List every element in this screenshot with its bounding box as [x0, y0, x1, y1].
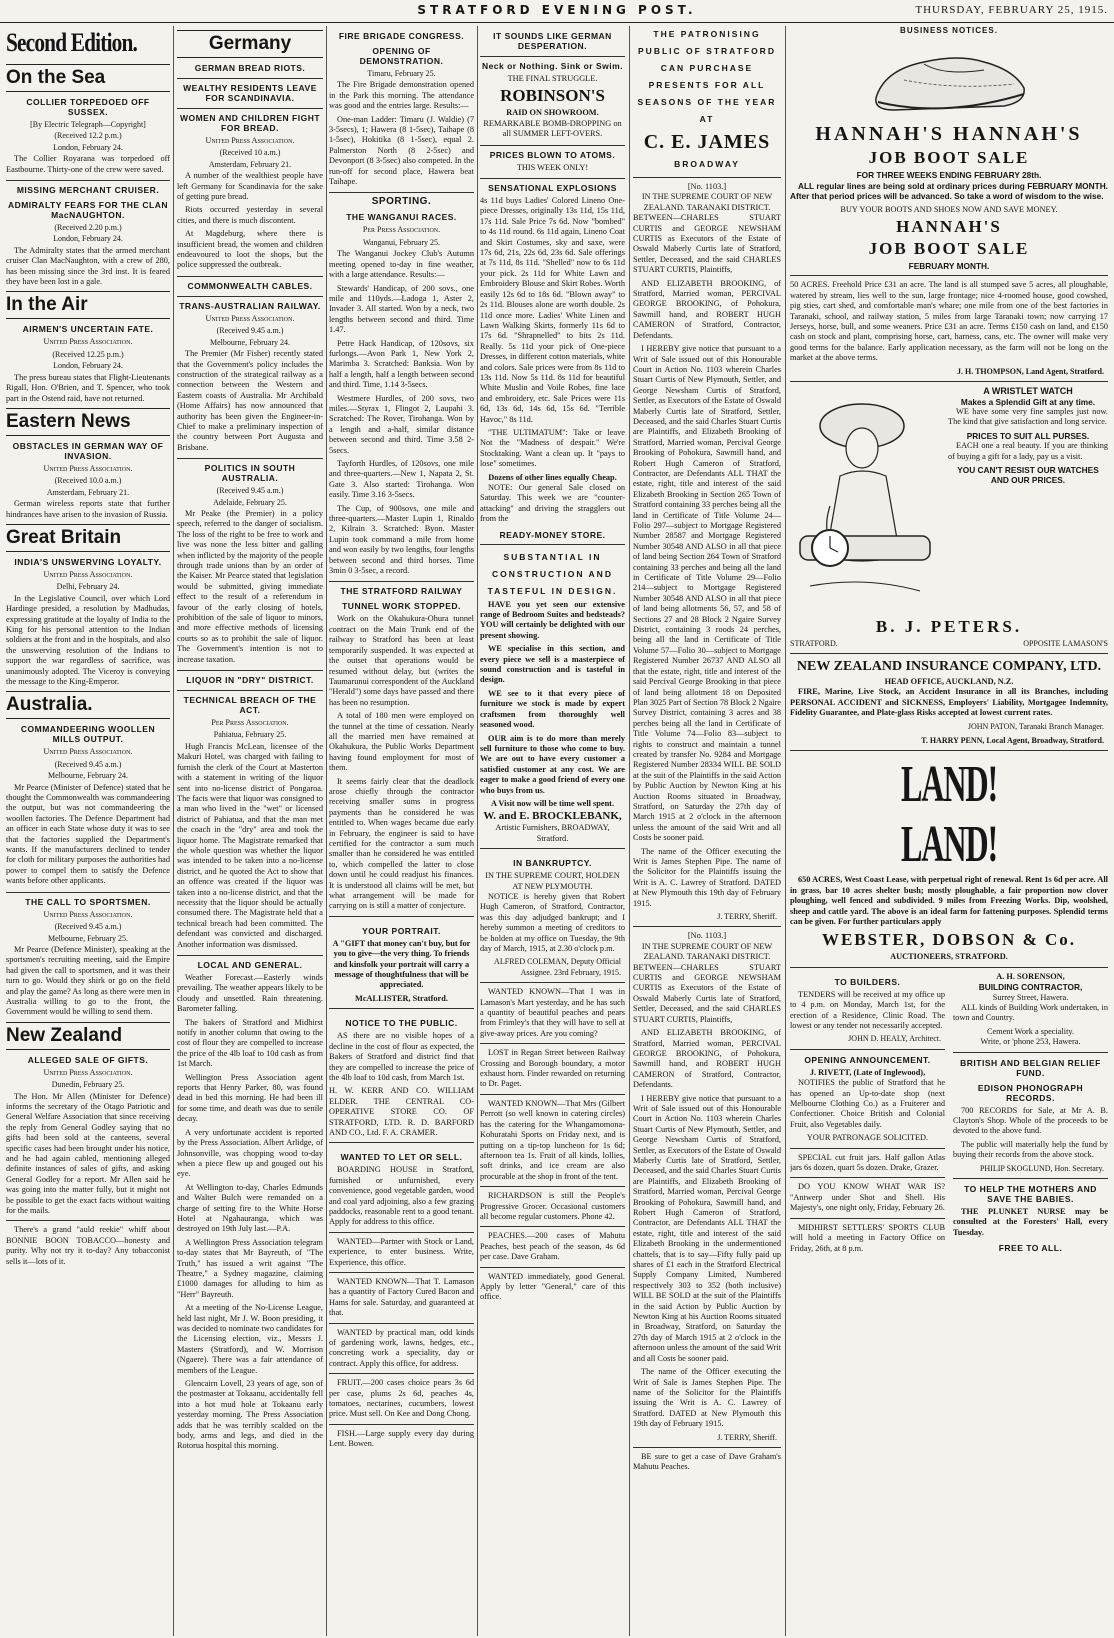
article-text: Work on the Okahukura-Ohura tunnel contract on the Main Trunk end of the railway to Stratford has been at least temporarily suspended. It was expected at the outset that operations would be resumed without delay, but (writes the Taumarunui correspondent of the Auckland "Herald") some days have passed and there has been no resumption. [329, 614, 474, 707]
received-line: (Received 2.20 p.m.) [54, 223, 122, 233]
article-text: One-man Ladder: Timaru (J. Waldie) (7 3-5secs), 1; Hawera (8 1-5sec), Taihape (8 1-5sec), Hokitika (8 1-5sec), equal 2. Palmerston North (8 2-5sec) and Devonport (8 3-5sec) also competed. In the run-off for second place, Hawera beat Taihape. [329, 114, 474, 187]
ad-line: Write, or 'phone 253, Hawera. [980, 1037, 1081, 1047]
ad-line: REMARKABLE BOMB-DROPPING on all SUMMER LEFT-OVERS. [483, 118, 622, 139]
column-6 [790, 26, 1108, 1636]
received-line: (Received 12.25 p.m.) [52, 349, 124, 359]
ad-text: WE specialise in this section, and every piece we sell is a masterpiece of sound construction and is tasteful in design. [480, 644, 625, 685]
dateline: Pahiatua, February 25. [213, 730, 287, 740]
headline: THE STRATFORD RAILWAY [329, 581, 474, 596]
ad-line: AUCTIONEERS, STRATFORD. [890, 952, 1008, 962]
source-line: United Press Association. [43, 747, 133, 757]
firm-address: Artistic Furnishers, BROADWAY, Stratford. [495, 823, 610, 843]
source-line: United Press Association. [43, 1067, 133, 1077]
article-text: At Magdeburg, where there is insufficient bread, the women and children endeavoured to loot the shops, but the police suppressed the outbreak. [177, 229, 323, 270]
article-text: Mr Pearce (Minister of Defence) stated that he thought the Commonwealth was commandeering the output, but was not commandeering the woollen factories. The Defence Department had an officer in each State whose duty it was to see that the factories supplied the Department's wants. If the manufacturers declined to tender for cloth for military purposes the authorities had power to compel them to satisfy the Defence wants before other applicants. [6, 782, 170, 886]
headline: ALLEGED SALE OF GIFTS. [27, 1054, 149, 1065]
column-4 [480, 26, 625, 1636]
ad-text: WE have some very fine samples just now. The kind that give satisfaction and long service. [948, 406, 1108, 427]
source-line: United Press Association. [43, 463, 133, 473]
article-text: The bakers of Stratford and Midhirst notify in another column that owing to the cost of flour they are compelled to increase the price of the 4lb loaf to 10d cash as from 1st March. [177, 1017, 323, 1069]
article-text: The Admiralty states that the armed merchant cruiser Clan MacNaughton, with a crew of 280, has been missing since the 3rd inst. It is feared they have been lost in a gale. [6, 245, 170, 287]
article-text: The Collier Royarana was torpedoed off Eastbourne. Thirty-one of the crew were saved. [6, 154, 170, 174]
ad-list: 4s 11d buys Ladies' Colored Lineno One-piece Dresses, originally 13s 11d, 15s 11d, 17s 11d. Sale Price 7s 6d. Now "bombed" to 4s 11d round. 6s 11d again, Lineno Coat and Skirt Costumes, sky and saxe, were 17s 6d, 21s, 22s 6d, 23s 6d. Sale offerings at 7s 11d, 8s 11d. "Shelled" now to 6s 11d your pick. 2s 11d for White Lawn and Embroidery Blouse and Skirt Robes. Worth easily 12s 6d to 18s 6d. "Blown away" to 2s 11d. Blouses alone are worth double. 2s 11d once more. Ladies' White Linen and Lawn Walking Skirts, formerly 11s 6d to 17s 6d. "Shrapnelled" to bits 2s 11d. Really. 5s 11d your pick of One-piece Dresses, in different cotton materials, white and colors. Sale prices were from 8s 11d to 13s 11d. Now 5s 11d. 8s 11d for beautiful White Muslin and Voile Robes, fine lace and embroidery, etc. Sale Prices were 11s 6d, 13s 6d, 14s 6d, 15s 6d. "Terrible Havoc," 8s 11d. [480, 196, 625, 424]
received-line: (Received 10 a.m.) [219, 148, 281, 158]
dateline: Adelaide, February 25. [213, 497, 287, 507]
dateline: London, February 24. [53, 234, 123, 244]
headline: INDIA'S UNSWERVING LOYALTY. [14, 556, 162, 567]
ad-line: Surrey Street, Hawera. [992, 992, 1069, 1002]
land-ad: 50 ACRES. Freehold Price £31 an acre. The land is all stumped save 5 acres, all ploughable, watered by stream, lies well to the sun, large frontage; nice 4-roomed house, good cowshed, pig sties, cart shed, and comfortable man's whare; one mile from one of the best factories in Taranaki, school, and railway station, 5 miles from large Taranaki town; now carrying 17 Jerseys, horse, bull, and some weaners. Price £31 an acre. Terms £150 cash on land, and £150 cash on stock and plant, comprising horse, cart, harness, cans, etc. The owner will make very good terms for the balance. Early application necessary, as the farm will not be long on the market at the above terms. [790, 280, 1108, 363]
ad-text: EACH one a real beauty. If you are thinking of buying a gift for a lady, pay us a visit. [948, 441, 1108, 461]
ad-line: YOUR PATRONAGE SOLICITED. [806, 1133, 929, 1143]
peters-ad [790, 386, 1108, 614]
column-1 [6, 26, 170, 1636]
column-2 [177, 26, 323, 1636]
headline: AIRMEN'S UNCERTAIN FATE. [22, 324, 154, 335]
court-line: IN THE SUPREME COURT OF NEW ZEALAND. TARANAKI DISTRICT. [641, 192, 773, 212]
ad-text: NOTIFIES the public of Stratford that he has opened an Up-to-date shop (next Melbourne Clothing Co.) as a Fruiterer and Confectioner. Choice British and Colonial Fruit, also Vegetables daily. [790, 1078, 945, 1129]
headline: FIRE BRIGADE CONGRESS. [338, 31, 465, 41]
slipper-icon [864, 40, 1034, 118]
classified: WANTED by practical man, odd kinds of gardening work, lawns, hedges, etc., concreting work a speciality, day or contract. Apply this office, for address. [329, 1327, 474, 1368]
agent-signature: JOHN PATON, Taranaki Branch Manager. [967, 721, 1104, 731]
article-text: In the Legislative Council, over which Lord Hardinge presided, a resolution by Madhudas, expressing gratitude at the loyalty of India to the King for his personal attention to the Indian soldiers at the front and in the hospitals, and also the unswerving resolution of the Indians to support the war regardless of sacrifice, was unanimously adopted. The Viceroy is conveying the message to the King-Emperor. [6, 593, 170, 686]
james-ad-text: THE PATRONISING PUBLIC OF STRATFORD CAN PURCHASE [638, 29, 776, 73]
classified: FISH.—Large supply every day during Lent. Bowen. [329, 1428, 474, 1449]
notice-text: I HEREBY give notice that pursuant to a Writ of Sale issued out of this Honourable Court in Action No. 1103 wherein Charles Stuart Curtis of New Plymouth, Settler, and George Newsham Curtis of Stratford, Settler, as Executors of the Estate of Oswald Maberly Curtis late of Stratford, Settler, Deceased, and the said Charles Stuart Curtis are Plaintiffs, and Elizabeth Brooking of Stratford, Married woman, Percival George Brooking of Pohokura, Sawmill hand, and Robert Hugh Cameron of Stratford, Contractor, are Defendants ALL THAT the estate, right, title and interest of the said Elizabeth Brooking in Section 265 Town of Stratford containing 33 perches being all the land in Certificate of Title Volume 24—Folio 297—subject to Mortgage Registered Number 28587 and Mortgage Registered Number 30548 AND ALSO in all that piece of land being Section 264 Town of Stratford containing 33 perches and being all the land in Certificate of Title Volume 29—Folio 214—subject to Mortgage Registered Number 30548 AND ALSO in all that piece of land being allotments 56, 57, and 58 of Sections 27 and 28 Block 2 Ngaire Survey District, containing 3 roods 24 perches, being all the land in Certificate of Title Volume 57—Folio 30—subject to Mortgage Registered Number 26737 AND ALSO all that the estate, right, title and interest of the said Percival George Brooking in that piece of land being allotment 18 on Deposited Plan 3025 Part of Section 78 Block 2 Ngaire Survey District, containing 3 acres and 38 perches being all the land in Certificate of Title Volume 74—Folio 83—subject to rights to construct and maintain a tunnel created by transfer No. 9284 and Mortgage Registered Number 28334 WILL BE SOLD at the suit of the Plaintiffs in the said Action by Public Auction by Newton King at his Auction Rooms situated in Broadway, Stratford, on Saturday the 27th day of March 1915 at 2 o'clock in the afternoon unless the amount of the said Writ and all Costs be sooner paid. [633, 344, 781, 843]
article-text: Glencairn Lovell, 23 years of age, son of the postmaster at Tokaanu, accidentally fell into a hot mud hole at Tokaanu early yesterday morning. The Press Association adds that he was terribly scalded on the body, arms and legs, and died in the Rotorua hospital this morning. [177, 1379, 323, 1451]
ad-line: A. H. SORENSON, [996, 971, 1065, 981]
ad-line: Cement Work a speciality. [986, 1026, 1075, 1036]
received-line: (Received 9.45 a.m.) [54, 922, 122, 932]
issue-date: THURSDAY, FEBRUARY 25, 1915. [915, 4, 1108, 16]
notice-text: The name of the Officer executing the Writ of Sale is James Stephen Pipe. The name of the Solicitor for the Plaintiffs issuing the Writ is A. C. Lawrey of Stratford. DATED at New Plymouth this 19th day of February 1915. [633, 1367, 781, 1429]
headline: OPENING OF DEMONSTRATION. [359, 46, 444, 66]
ad-heading: IT SOUNDS LIKE GERMAN DESPERATION. [493, 31, 612, 51]
ad-banner: SUBSTANTIAL IN CONSTRUCTION AND TASTEFUL IN DESIGN. [487, 551, 618, 596]
ad-signature: McALLISTER, Stratford. [355, 993, 448, 1003]
ad-heading: WANTED TO LET OR SELL. [340, 1152, 463, 1163]
classified: WANTED—Partner with Stock or Land, experience, to enter business. Write, Experience, this office. [329, 1236, 474, 1267]
hannah-title: HANNAH'S HANNAH'S [815, 123, 1083, 146]
ad-line: THIS WEEK ONLY! [516, 162, 589, 172]
section-sporting: SPORTING. [329, 192, 474, 207]
notice-signature: J. TERRY, Sheriff. [717, 1432, 777, 1442]
headline: LOCAL AND GENERAL. [177, 955, 323, 970]
headline: THE CALL TO SPORTSMEN. [6, 892, 170, 907]
ad-heading: EDISON PHONOGRAPH RECORDS. [977, 1082, 1084, 1103]
source-line: United Press Association. [205, 313, 295, 323]
ad-heading: TO HELP THE MOTHERS AND SAVE THE BABIES. [964, 1184, 1097, 1205]
article-text: Mr Pearce (Defence Minister), speaking at the sportsmen's recruiting meeting, said the Empire had given the call to sportsmen, and it was their turn to go. Would they shirk or go on the field and play the game? As long as there were men in Australia willing to go to the front, the Government would be willing to send them. [6, 944, 170, 1017]
james-name: C. E. JAMES [643, 131, 771, 153]
paper-title: STRATFORD EVENING POST. [417, 3, 697, 17]
dateline: Melbourne, February 24. [48, 771, 128, 781]
article-text: A number of the wealthiest people have left Germany for Scandinavia for the sake of getting pure bread. [177, 171, 323, 202]
ad-text: FIRE, Marine, Live Stock, an Accident Insurance in all its Branches, including PERSONAL ACCIDENT and SICKNESS, Employers' Liability, Mortgagee Indemnity, Fidelity Guarantee, and Plate-glass Risks accepted at lowest current rates. [790, 687, 1108, 718]
ad-line: Makes a Splendid Gift at any time. [960, 396, 1096, 407]
tobacco-ad: There's a grand "auld reekie" whiff about BONNIE BOON TOBACCO—honesty and purity. Why not try it to-day? Any tobacconist sells it—lots of it. [6, 1225, 170, 1266]
headline: ADMIRALTY FEARS FOR THE CLAN MacNAUGHTON. [7, 200, 169, 221]
dateline: London, February 24. [53, 142, 123, 152]
parties: AND ELIZABETH BROOKING, of Stratford, Married woman, PERCIVAL GEORGE BROOKING, of Pohokura, Sawmill hand, and ROBERT HUGH CAMERON of Stratford, Contractor, Defendants. [633, 278, 781, 340]
ad-heading: OPENING ANNOUNCEMENT. [804, 1054, 931, 1065]
ad-text: 650 ACRES, West Coast Lease, with perpetual right of renewal. Rent 1s 6d per acre. All in grass, bar 10 acres shelter bush; mostly ploughable, a fair proportion now clover ploughing, well fenced and subdivided. 9 miles from Freezing Works. Dip, woolshed, sheep and cattle yard. The above is an ideal farm for fattening purposes. Splendid terms can be given. For further particulars apply [790, 875, 1108, 926]
headline: COMMANDEERING WOOLLEN MILLS OUTPUT. [20, 724, 156, 745]
classified: WANTED KNOWN—That T. Lamason has a quantity of Factory Cured Bacon and Hams for sale. Saturday, and guaranteed at that. [329, 1277, 474, 1318]
ad-line: HEAD OFFICE, AUCKLAND, N.Z. [884, 676, 1014, 686]
ad-text: TENDERS will be received at my office up to 4 p.m. on Monday, March 1st, for the erection of a Residence, Clinic Road. The lowest or any tender not necessarily accepted. [790, 989, 945, 1030]
headline: TRANS-AUSTRALIAN RAILWAY. [177, 296, 323, 311]
article-text: The press bureau states that Flight-Lieutenants Rigall, Hon. O'Brien, and T. Spencer, who took part in the Ostend raid, have not returned. [6, 372, 170, 403]
ad-heading: TO BUILDERS. [834, 976, 901, 987]
classified: SPECIAL cut fruit jars. Half gallon Atlas jars 6s dozen, quart 5s dozen. Drake, Grazer. [790, 1152, 945, 1173]
edition-title: Second Edition. [6, 28, 138, 57]
notice-text: The name of the Officer executing the Writ is James Stephen Pipe. The name of the Solicitor for the Plaintiffs issuing the Writ is A. C. Lawrey of Stratford. DATED at New Plymouth this 19th day of February 1915. [633, 846, 781, 908]
classified: BOARDING HOUSE in Stratford, furnished or unfurnished, every convenience, good vegetable garden, wood and coal yard adjoining, also a few grazing paddocks, reasonable rent to a good tenant. Apply for address to this office. [329, 1165, 474, 1227]
section-australia: Australia. [6, 691, 170, 719]
article-text: German wireless reports state that further hindrances have arisen to the invasion of Russia. [6, 499, 170, 519]
headline: LIQUOR IN "DRY" DISTRICT. [177, 670, 323, 685]
article-text: Tayforth Hurdles, of 120sovs, one mile and three-quarters.—New 1, Napata 2, St. Gate 3. Also started: Tirohanga. Won easily. Time 3.16 3-5secs. [329, 459, 474, 500]
received-line: (Received 12.2 p.m.) [54, 131, 122, 141]
headline: GERMAN BREAD RIOTS. [194, 63, 306, 73]
ad-text: NOTE: Our general Sale closed on Saturday. This week we are "counter-attacking" and driving the stragglers out from the [480, 483, 625, 524]
dateline: Amsterdam, February 21. [208, 159, 292, 169]
classified: FRUIT.—200 cases choice pears 3s 6d per case, plums 2s 6d, peaches 4s, tomatoes, nectarines, cucumbers, lowest price. Must sell. On Kee and Dong Chong. [329, 1378, 474, 1419]
classified: WANTED immediately, good General. Apply by letter "General," care of this office. [480, 1271, 625, 1302]
classified: DO YOU KNOW WHAT WAR IS? "Antwerp under Shot and Shell. His Majesty's, one night only, Friday, February 26. [790, 1182, 945, 1213]
ad-text: WE see to it that every piece of furniture we stock is made by expert craftsmen from thoroughly well seasoned wood. [480, 688, 625, 730]
parties: BETWEEN—CHARLES STUART CURTIS and GEORGE NEWSHAM CURTIS as Executors of the Estate of Oswald Maberly Curtis late of Stratford, Settler, Deceased, and the said CHARLES STUART CURTIS, Plaintiffs, [633, 213, 781, 275]
article-text: Wellington Press Association agent reports that Henry Parker, 80, was found dead in bed this morning. He had been ill for some time, and death was due to senile decay. [177, 1072, 323, 1124]
received-line: (Received 9.45 a.m.) [216, 326, 284, 336]
job-boot-sale: JOB BOOT SALE [868, 148, 1030, 168]
ad-text: ALL regular lines are being sold at ordinary prices during FEBRUARY MONTH. After that period prices will be advanced. So take a word of wisdom to the wise. [790, 180, 1108, 202]
headline: WOMEN AND CHILDREN FIGHT FOR BREAD. [177, 108, 323, 133]
brocklebank-ad [480, 544, 625, 845]
lady-with-watch-icon [790, 386, 940, 611]
land-banner: LAND! LAND! [901, 756, 997, 874]
case-number: [No. 1103.] [687, 931, 727, 941]
headline: THE WANGANUI RACES. [346, 212, 457, 223]
dateline: Dunedin, February 25. [51, 1080, 125, 1090]
case-number: [No. 1103.] [687, 182, 727, 191]
job-boot-sale: JOB BOOT SALE [868, 239, 1030, 259]
article-text: Riots occurred yesterday in several cities, and there is much discontent. [177, 205, 323, 225]
received-line: (Received 9.45 a.m.) [216, 486, 284, 496]
ad-heading: FREE TO ALL. [998, 1243, 1063, 1254]
ad-heading: BRITISH AND BELGIAN RELIEF FUND. [960, 1057, 1101, 1078]
article-text: It seems fairly clear that the deadlock arose chiefly through the contractor receiving smaller sums in progress payments than he considered he was entitled to. When wages became due early in February, the engineer is said to have certified for the contractor a sum much smaller than he considered he was entitled to, which compelled the latter to close down until he could readjust his finances. It is understood all claims will be met, but what arrangement will be made for carrying on is still a matter of conjecture. [329, 776, 474, 911]
column-5 [633, 26, 781, 1636]
ad-text: The public will materially help the fund by buying their records from the above stock. [953, 1139, 1108, 1160]
headline: OBSTACLES IN GERMAN WAY OF INVASION. [12, 440, 164, 461]
parties: BETWEEN—CHARLES STUART CURTIS and GEORGE NEWSHAM CURTIS as Executors of the Estate of Oswald Maberly Curtis late of Stratford, Settler, Deceased, and the said CHARLES STUART CURTIS, Plaintiffs, [633, 962, 781, 1024]
ad-text: THE PLUNKET NURSE may be consulted at the Foresters' Hall, every Tuesday. [953, 1207, 1108, 1237]
column-3 [329, 26, 474, 1636]
source-line: United Press Association. [205, 136, 295, 145]
agent-signature: J. H. THOMPSON, Land Agent, Stratford. [957, 366, 1104, 376]
article-text: A Wellington Press Association telegram to-day states that Mr Bayreuth, of "The Truth," has issued a writ against "The Theatre," a Sydney magazine, claiming £1000 damages for alluding to him as "Herr" Bayreuth. [177, 1237, 323, 1299]
ad-heading: A WRISTLET WATCH [983, 386, 1073, 397]
dateline: Melbourne, February 25. [48, 933, 128, 943]
ad-line: FEBRUARY MONTH. [908, 261, 990, 272]
notice-signature: ALFRED COLEMAN, Deputy Official Assignee. 23rd February, 1915. [494, 957, 621, 977]
headline: COLLIER TORPEDOED OFF SUSSEX. [26, 97, 150, 117]
agent-signature: T. HARRY PENN, Local Agent, Broadway, Stratford. [921, 735, 1104, 745]
section-new-zealand: New Zealand [6, 1022, 170, 1050]
robinson-title: ROBINSON'S [500, 86, 605, 106]
ad-line: J. RIVETT, (Late of Inglewood), [809, 1067, 926, 1077]
notice-ad [329, 1008, 474, 1138]
received-line: (Received 9.45 a.m.) [54, 759, 122, 769]
dateline: London, February 24. [53, 361, 123, 371]
classified: LOST in Regan Street between Railway Crossing and Borough boundary, a motor exhaust horn. Finder rewarded on returning to Dr. Paget. [480, 1048, 625, 1089]
ad-text: HAVE you yet seen our extensive range of Bedroom Suites and bedsteads? YOU will certainly be delighted with our present showing. [480, 599, 625, 640]
ad-heading: SENSATIONAL EXPLOSIONS [480, 178, 625, 193]
section-germany: Germany [177, 30, 323, 58]
classified: BE sure to get a case of Dave Graham's Mahutu Peaches. [633, 1451, 781, 1472]
source-line: Per Press Association. [211, 718, 289, 728]
source-line: United Press Association. [43, 569, 133, 579]
headline: TUNNEL WORK STOPPED. [342, 601, 461, 612]
source-line: [By Electric Telegraph—Copyright] [30, 120, 146, 129]
article-text: Petre Hack Handicap, of 120sovs, six furlongs.—Avon Park 1, New York 2, Marimba 3. Scratched: Banksia. Won by half a length, half a length between second and third. Time, 1.14 3-5secs. [329, 338, 474, 390]
agent-signature: PHILIP SKOGLUND, Hon. Secretary. [979, 1163, 1104, 1173]
ad-text: A "GIFT that money can't buy, but for you to give—the very thing. To friends and kinsfolk your portrait will carry a message of thoughtfulness that will be appreciated. [332, 938, 471, 990]
bankruptcy-notice [480, 848, 625, 978]
ad-line: BUY YOUR BOOTS AND SHOES NOW AND SAVE MONEY. [840, 204, 1058, 214]
notice-text: I HEREBY give notice that pursuant to a Writ of Sale issued out of this Honourable Court in Action No. 1103 wherein Charles Stuart Curtis of New Plymouth, Settler, and George Newsham Curtis of Stratford, Settler, as Executors of the Estate of Oswald Maberly Curtis late of Stratford, Settler, Deceased, and the said Charles Stuart Curtis are Plaintiffs, and Elizabeth Brooking of Stratford, Married woman, Percival George Brooking of Pohokura, Sawmill hand, and Robert Hugh Cameron of Stratford, Contractor, are Defendants ALL THAT the estate, right, title and interest of the said Elizabeth Brooking in the undermentioned chattels, that is to say—Fifty fully paid up shares of £1 each in the Stratford Electrical Supply Company Limited, Numbered respectively 303 to 352 (both inclusive) WILL BE SOLD at the suit of the Plaintiffs in the said Action by Public Auction by Newton King at his Auction Rooms situated in Broadway, Stratford, on Saturday the 27th day of March 1915 at 2 o'clock in the afternoon unless the amount of the said Writ and all Costs be sooner paid. [633, 1093, 781, 1363]
peters-town: STRATFORD. [790, 638, 838, 648]
court-line: IN THE SUPREME COURT, HOLDEN AT NEW PLYMOUTH. [485, 871, 620, 891]
ad-text: "THE ULTIMATUM": Take or leave Not the "Madness of despair." We're Stocktaking. Want a clean up. It "pays to lose" sometimes. [480, 427, 625, 469]
ad-heading: YOUR PORTRAIT. [362, 925, 441, 936]
ad-line: BUILDING CONTRACTOR, [978, 982, 1083, 993]
ad-heading: IN BANKRUPTCY. [513, 858, 592, 869]
classified: MIDHIRST SETTLERS' SPORTS CLUB will hold a meeting in Factory Office on Friday, 26th, at 8 p.m. [790, 1222, 945, 1253]
dateline: Melbourne, February 24. [210, 337, 290, 347]
wanted-section [329, 1142, 474, 1449]
dateline: Delhi, February 24. [56, 582, 120, 592]
peters-name: B. J. PETERS. [875, 616, 1023, 636]
article-text: A total of 180 men were employed on the tunnel at the time of cessation. Nearly all the married men have remained at Okahukura, the Public Works Department having found employment for most of them. [329, 711, 474, 773]
dateline: Wanganui, February 25. [362, 237, 441, 247]
ad-line: THE FINAL STRUGGLE. [507, 74, 598, 83]
section-eastern: Eastern News [6, 408, 170, 436]
article-text: Weather Forecast.—Easterly winds prevailing. The weather appears likely to be cloudy and unsettled. Rain threatening. Barometer falling. [177, 973, 323, 1014]
ad-heading: Neck or Nothing. Sink or Swim. [480, 56, 625, 71]
webster-name: WEBSTER, DOBSON & Co. [821, 930, 1077, 950]
agent-signature: JOHN D. HEALY, Architect. [848, 1034, 941, 1044]
business-notices-heading: BUSINESS NOTICES. [900, 26, 998, 35]
article-text: At a meeting of the No-License League, held last night, Mr J. W. Boon presiding, it was decided to nominate two candidates for the Licensing election, viz., Messrs J. Masters (Stratford), and W. Morrison (Ngaere). There was a fair attendance of members of the League. [177, 1303, 323, 1375]
article-text: Hugh Francis McLean, licensee of the Makuri Hotel, was charged with failing to furnish the clerk of the Court at Masterton with a statement in writing of the liquor sent into no-license district of Pongaroa. The facts were that liquor was consigned to a man who lived in the "wet" or licensed district of Pahiatua, and that the man met the coach in the "dry" area and took the liquor home. The Magistrate remarked that the whole question was whether the liquor was intended to be taken into a no-license district, and he quoted the Act to show that an offence was created if the liquor was taken into a no-license district, and that the necessity that the liquor should be actually consumed there. The Magistrate held that a technical breach had been committed. The defendant was convicted and discharged. Another information was dismissed. [177, 741, 323, 949]
ad-names: H. W. KERR AND CO. WILLIAM ELDER. THE CENTRAL CO-OPERATIVE STORE CO. OF STRATFORD, LTD. R. D. BARFORD AND CO., Ltd. F. A. CRAMER. [329, 1086, 474, 1137]
classified: WANTED KNOWN—That I was in Lamason's Mart yesterday, and he has such a quantity of beautiful peaches and pears from Frimley's that they will have to sell at give-away prices. Are you coming? [480, 987, 625, 1038]
court-line: IN THE SUPREME COURT OF NEW ZEALAND. TARANAKI DISTRICT. [641, 941, 773, 962]
portrait-ad [329, 916, 474, 1004]
article-text: The Hon. Mr Allen (Minister for Defence) informs the secretary of the Otago Patriotic and General Welfare Association that since receiving the reply from General Godley saying that no gifts had been sold at the canteens, several specific cases had been brought under his notice, and he had again cabled, mentioning alleged definite instances of sales of gifts, and asking General Godley for a report. Mr Allen said he was going into the matter fully, but it might not be possible to get the exact facts without waiting for the mails. [6, 1091, 170, 1216]
article-text: The Premier (Mr Fisher) recently stated that the Government's policy includes the construction of the strategical railway as a connection between the Western and Eastern coasts of Australia. Mr Archibald (Home Affairs) has now announced that authority has been given the Engineer-in-Chief to make a preliminary inspection of the country between Port Augusta and Brisbane. [177, 349, 323, 452]
section-air: In the Air [6, 291, 170, 319]
article-text: The Fire Brigade demonstration opened in the Park this morning. The attendance was good and the entries large. Results:— [329, 80, 474, 111]
classified: RICHARDSON is still the People's Progressive Grocer. Occasional customers all become regular customers. Phone 42. [480, 1191, 625, 1221]
section-sea: On the Sea [6, 64, 170, 92]
ad-heading: PRICES BLOWN TO ATOMS. [480, 145, 625, 160]
ad-line: YOU CAN'T RESIST OUR WATCHES AND OUR PRICES. [957, 464, 1099, 486]
parties: AND ELIZABETH BROOKING, of Stratford, Married woman, PERCIVAL GEORGE BROOKING, of Pohokura, Sawmill hand, and ROBERT HUGH CAMERON of Stratford, Contractor, Defendants. [633, 1028, 781, 1090]
headline: POLITICS IN SOUTH AUSTRALIA. [177, 458, 323, 483]
dateline: Timaru, February 25. [367, 69, 436, 78]
ad-text: 700 RECORDS for Sale, at Mr A. B. Clayton's Shop. Whole of the proceeds to be devoted to the above fund. [953, 1105, 1108, 1136]
peters-location: OPPOSITE LAMASON'S [1023, 638, 1108, 648]
ad-line: Dozens of other lines equally Cheap. [488, 472, 617, 482]
notice-signature: J. TERRY, Sheriff. [717, 912, 777, 922]
james-ad-text: PRESENTS FOR ALL SEASONS OF THE YEAR AT [637, 80, 777, 124]
headline: MISSING MERCHANT CRUISER. [6, 180, 170, 195]
ad-line: RAID ON SHOWROOM. [506, 108, 599, 118]
ad-line: PRICES TO SUIT ALL PURSES. [966, 430, 1090, 441]
ad-line: FOR THREE WEEKS ENDING FEBRUARY 28th. [856, 170, 1042, 181]
classified: WANTED KNOWN—That Mrs (Gilbert Perrott (so well known in catering circles) has the catering for the Whangamomona-Kohuratahi Sports on Friday next, and is putting on a tip-top luncheon for 1s 6d; afternoon tea 1s. Fruit of all kinds, lollies, soft drinks, and ice cream are also procurable at the shop in front of the tent. [480, 1098, 625, 1181]
masthead [0, 0, 1114, 23]
ad-text: OUR aim is to do more than merely sell furniture to those who come to buy. We are out to have every customer a satisfied customer at any cost. We are eager to make a good friend of every one who buys from us. [480, 733, 625, 795]
section-britain: Great Britain [6, 524, 170, 552]
headline: WEALTHY RESIDENTS LEAVE FOR SCANDINAVIA. [177, 78, 323, 103]
nz-insurance-title: NEW ZEALAND INSURANCE COMPANY, LTD. [796, 658, 1102, 674]
source-line: United Press Association. [43, 337, 133, 347]
ad-text: AS there are no visible hopes of a decline in the cost of flour as expected, the Bakers of Stratford and district find that they are compelled to increase the price of the 4lb loaf to 10d cash, from March 1st. [329, 1031, 474, 1082]
article-text: Stewards' Handicap, of 200 sovs., one mile and 110yds.—Ladoga 1, Aster 2, Invader 3. All started. Won by a neck, two lengths between second and third. Time 1.47. [329, 283, 474, 335]
classified: PEACHES.—200 cases of Mahutu Peaches, best peach of the season, 4s 6d per case. Dave Graham. [480, 1231, 625, 1262]
article-text: Mr Peake (the Premier) in a policy speech, referred to the danger of socialism. The loss of the right to be free to work and live was none the less bitter and galling when inflicted by the majority of the people through trade unions than by an order of the Kaiser. Mr Pearce stated that legislation would be submitted, giving immediate effect to the result of a referendum in favour of the early closing of hotels, prohibition of the sale of liquor to minors, and more effective methods of licensing courts so as to prohibit the sale of liquor. The Government's intention is not to increase taxation. [177, 508, 323, 664]
article-text: Westmere Hurdles, of 200 sovs, two miles.—Styrax 1, Flingot 2, Laupahi 3. Scratched: The Rover, Tirohanga. Won by a length and a-half, similar distance between second and third. Time 3.58 2-5secs. [329, 393, 474, 455]
source-line: Per Press Association. [362, 225, 441, 235]
bottom-ads [790, 972, 1108, 1257]
headline: TECHNICAL BREACH OF THE ACT. [177, 690, 323, 715]
hannah-title: HANNAH'S [896, 217, 1002, 237]
headline: COMMONWEALTH CABLES. [177, 276, 323, 291]
dateline: Amsterdam, February 21. [46, 487, 130, 497]
ad-heading: NOTICE TO THE PUBLIC. [345, 1018, 458, 1029]
ad-line: A Visit now will be time well spent. [490, 798, 615, 808]
notice-text: NOTICE is hereby given that Robert Hugh Cameron, of Stratford, Contractor, was this day adjudged bankrupt; and I hereby summon a meeting of creditors to be holden at my office on Tuesday, the 9th day of March, 1915, at 2.30 o'clock p.m. [480, 891, 625, 953]
source-line: United Press Association. [43, 909, 133, 919]
firm-name: W. and E. BROCKLEBANK, [483, 810, 622, 823]
james-address: BROADWAY [674, 159, 740, 169]
article-text: A very unfortunate accident is reported by the Press Association. Albert Arlidge, of Johnsonville, was chopping wood to-day when a piece flew up and gouged out his eye. [177, 1127, 323, 1179]
ad-text: ALL kinds of Building Work undertaken, in town and Country. [953, 1003, 1108, 1023]
article-text: The Wanganui Jockey Club's Autumn meeting opened to-day in fine weather, with a large attendance. Results:— [329, 249, 474, 280]
ad-heading: READY-MONEY STORE. [499, 529, 606, 540]
article-text: At Wellington to-day, Charles Edmunds and Walter Bulch were remanded on a charge of setting fire to the White Horse Hotel at Ngahauranga, which was destroyed on 19th July last.—P.A. [177, 1182, 323, 1234]
article-text: The Cup, of 900sovs, one mile and three-quarters.—Master Lupin 1, Rinaldo 2, Kilrain 3. Scratched: Byon. Master Lupin took command a mile from home and won easily by two lengths, four lengths between second and third horses. Time 3min 0 3-5sec, a record. [329, 503, 474, 576]
received-line: (Received 10.0 a.m.) [54, 476, 122, 486]
